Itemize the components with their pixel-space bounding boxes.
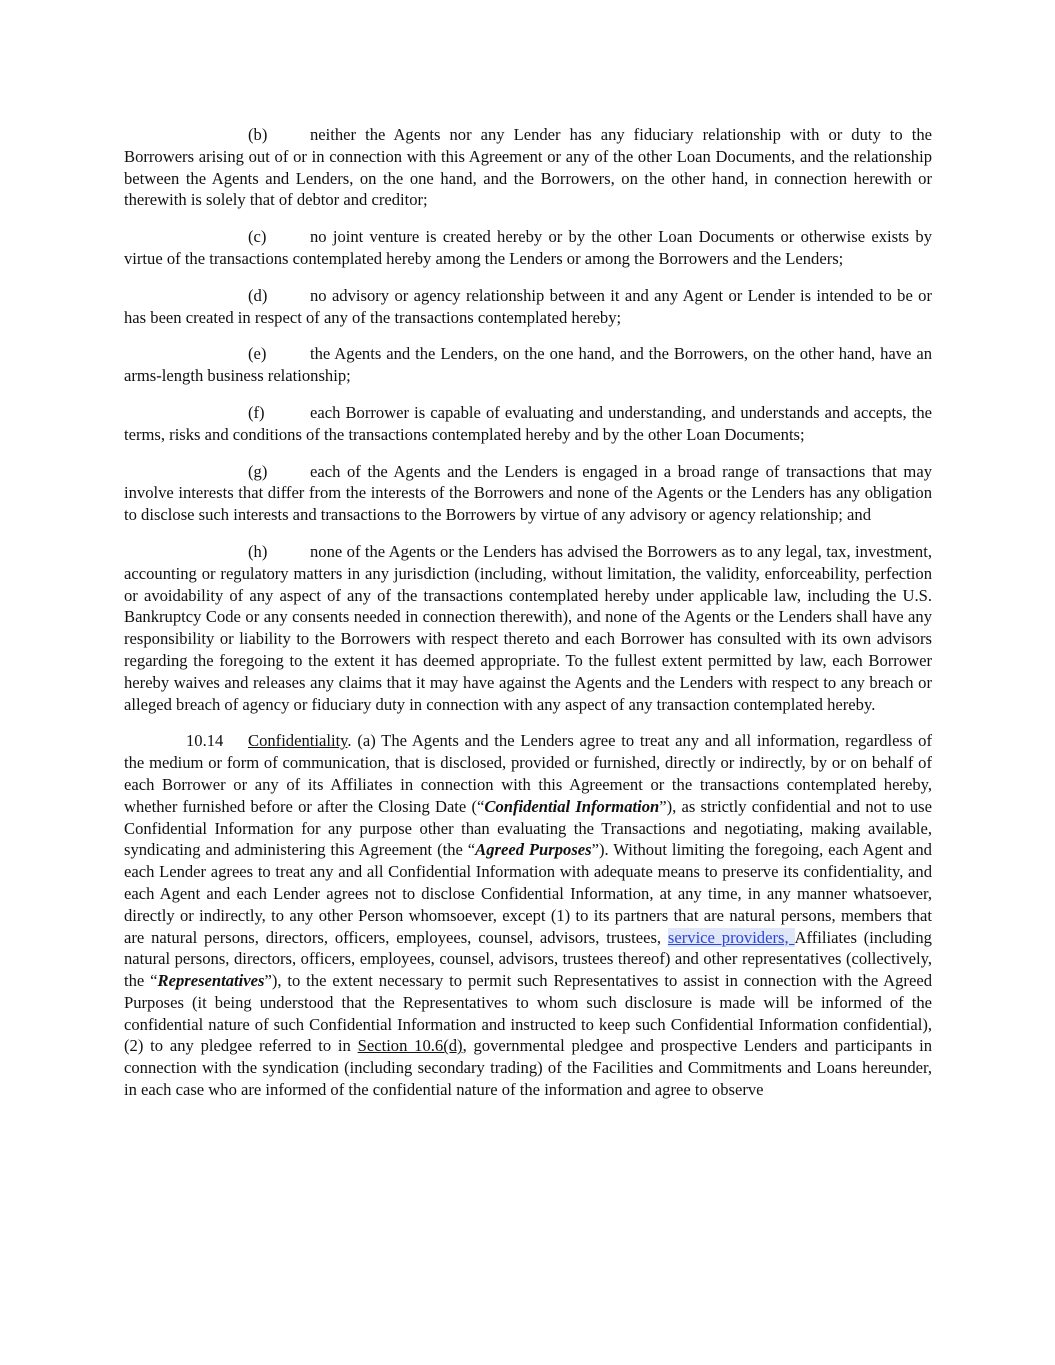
section-text: ”), as strictly confidential and not to use Confidential Information for any purpose other than evaluating the Transactions and negotiating, making available, syndicating and administering this Agreement (the “ — [124, 796, 932, 860]
section-number: 10.14 — [186, 731, 224, 751]
clause-label: (d) — [248, 285, 268, 305]
clause-text: the Agents and the Lenders, on the one hand, and the Borrowers, on the other hand, have an arms-length business relationship; — [124, 344, 932, 386]
clause-text: no advisory or agency relationship between it and any Agent or Lender is intended to be or has been created in respect of any of the transactions contemplated hereby; — [124, 285, 932, 327]
clause-text: each Borrower is capable of evaluating and understanding, and understands and accepts, the terms, risks and conditions of the transactions contemplated hereby and by the other Loan Documents; — [124, 402, 932, 444]
clause-c — [124, 226, 932, 270]
defined-term: Agreed Purposes — [475, 840, 592, 860]
service-providers-link[interactable]: service providers, — [667, 927, 795, 947]
clause-f — [124, 402, 932, 446]
clause-g — [124, 461, 932, 526]
section-text: ”). Without limiting the foregoing, each Agent and each Lender agrees to treat any and all Confidential Information with adequate means to preserve its confidentiality, and each Agent and each Lender agrees not to disclose Confidential Information, at any time, in any manner whatsoever, directly or indirectly, to any other Person whomsoever, except (1) to its partners that are natural persons, members that are natural persons, directors, officers, employees, counsel, advisors, trustees, — [124, 840, 932, 947]
clause-text: each of the Agents and the Lenders is engaged in a broad range of transactions that may involve interests that differ from the interests of the Borrowers and none of the Agents or the Lenders has any obligation to disclose such interests and transactions to the Borrowers by virtue of any advisory or agency relationship; and — [124, 461, 932, 525]
clause-label: (c) — [248, 227, 267, 247]
clause-label: (e) — [248, 344, 267, 364]
section-10-14-confidentiality — [124, 730, 932, 1101]
clause-b — [124, 124, 932, 211]
defined-term: Confidential Information — [484, 796, 660, 816]
section-text: , governmental pledgee and prospective Lenders and participants in connection with the syndication (including secondary trading) of the Facilities and Commitments and Loans hereunder, in each case who are informed of the confidential nature of the information and agree to observe — [124, 1036, 932, 1100]
clause-text: no joint venture is created hereby or by the other Loan Documents or otherwise exists by virtue of the transactions contemplated hereby among the Lenders or among the Borrowers and the Lenders; — [124, 227, 932, 268]
clause-label: (g) — [248, 461, 268, 481]
document-page — [124, 124, 932, 1116]
clause-label: (b) — [248, 125, 268, 144]
clause-label: (f) — [248, 402, 265, 422]
section-text: ”), to the extent necessary to permit such Representatives to assist in connection with the Agreed Purposes (it being understood that the Representatives to whom such disclosure is made will be informed of the confidential nature of such Confidential Information and instructed to keep such Confidential Information confidential), (2) to any pledgee referred to in — [124, 971, 932, 1056]
defined-term: Representatives — [157, 971, 265, 991]
clause-text: none of the Agents or the Lenders has advised the Borrowers as to any legal, tax, investment, accounting or regulatory matters in any jurisdiction (including, without limitation, the validity, enforceability, perfection or avoidability of any aspect of any of the transactions contemplated hereby under applicable law, including the U.S. Bankruptcy Code or any consents needed in connection therewith), and none of the Agents or the Lenders shall have any responsibility or liability to the Borrowers with respect thereto and each Borrower has consulted with its own advisors regarding the foregoing to the extent it has deemed appropriate. To the fullest extent permitted by law, each Borrower hereby waives and releases any claims that it may have against the Agents and the Lenders with respect to any breach or alleged breach of agency or fiduciary duty in connection with any aspect of any transaction contemplated hereby. — [124, 541, 932, 714]
clause-e — [124, 343, 932, 387]
clause-h — [124, 541, 932, 715]
clause-label: (h) — [248, 541, 268, 561]
section-text: Affiliates (including natural persons, directors, officers, employees, counsel, advisors, trustees thereof) and other representatives (collectively, the “ — [124, 927, 932, 991]
section-heading: Confidentiality — [248, 731, 348, 751]
clause-d — [124, 285, 932, 329]
section-cross-reference: Section 10.6(d) — [357, 1036, 463, 1056]
clause-text: neither the Agents nor any Lender has any fiduciary relationship with or duty to the Borrowers arising out of or in connection with this Agreement or any of the other Loan Documents, and the relationship between the Agents and Lenders, on the one hand, and the Borrowers, on the other hand, in connection herewith or therewith is solely that of debtor and creditor; — [124, 125, 932, 210]
section-text: . (a) The Agents and the Lenders agree to treat any and all information, regardless of the medium or form of communication, that is disclosed, provided or furnished, directly or indirectly, by or on behalf of each Borrower or any of its Affiliates in connection with this Agreement or the transactions contemplated hereby, whether furnished before or after the Closing Date (“ — [124, 731, 932, 816]
